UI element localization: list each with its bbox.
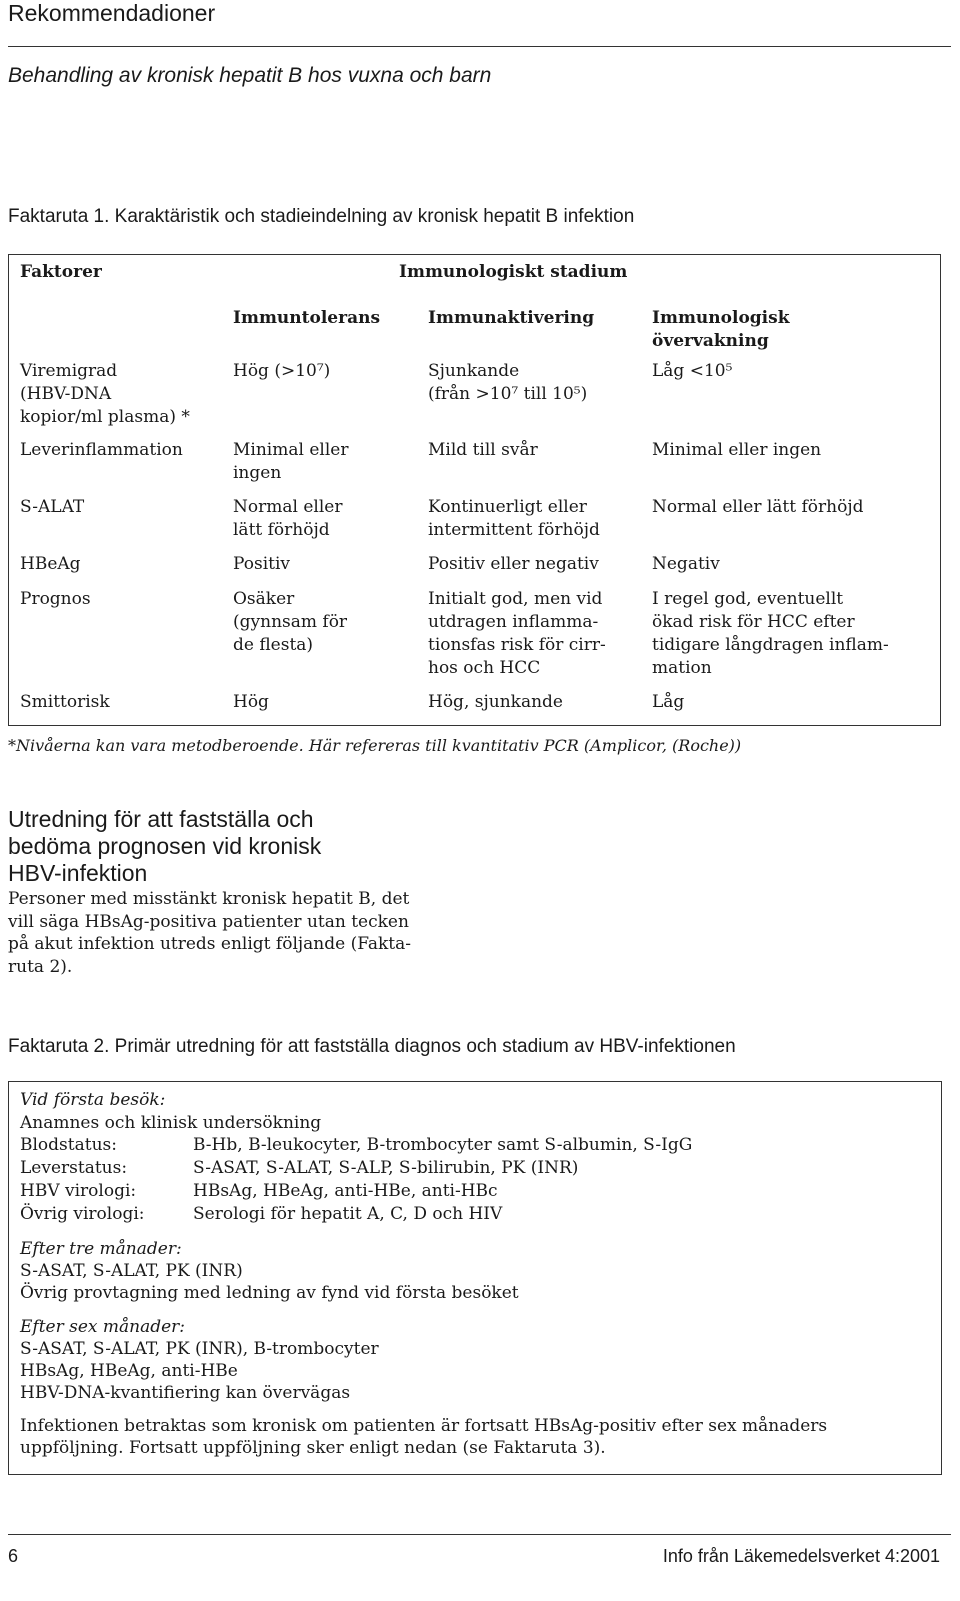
row-viremigrad-immuntolerans: Hög (>10⁷)	[233, 361, 331, 381]
section-heading: Utredning för att fastställa och bedöma prognosen vid kronisk HBV-infektion	[8, 806, 322, 886]
column-immunologisk-overvakning: Immunologisk övervakning	[652, 308, 790, 351]
row-leverinflammation-overvakning: Minimal eller ingen	[652, 440, 822, 460]
column-immunaktivering: Immunaktivering	[428, 308, 595, 328]
table-footnote: *Nivåerna kan vara metodberoende. Här refereras till kvantitativ PCR (Amplicor, (Roche))	[8, 736, 742, 755]
row-prognos-immuntolerans: Osäker (gynnsam för de flesta)	[233, 589, 348, 655]
item-value: Serologi för hepatit A, C, D och HIV	[193, 1204, 503, 1224]
item-label: HBV virologi:	[20, 1181, 137, 1201]
publisher: Info från Läkemedelsverket 4:2001	[662, 1546, 940, 1566]
row-leverinflammation-factor: Leverinflammation	[20, 440, 183, 460]
row-salat-immuntolerans: Normal eller lätt förhöjd	[233, 497, 343, 540]
six-months-text: S-ASAT, S-ALAT, PK (INR), B-trombocyter HBsAg, HBeAg, anti-HBe HBV-DNA-kvantifiering kan övervägas	[20, 1339, 379, 1403]
section-label: Rekommendadioner	[8, 0, 216, 26]
three-months-text: S-ASAT, S-ALAT, PK (INR) Övrig provtagning med ledning av fynd vid första besöket	[20, 1261, 519, 1303]
header-factors: Faktorer	[20, 262, 102, 282]
item-label: Övrig virologi:	[20, 1204, 145, 1224]
header-rule	[8, 46, 951, 47]
faktaruta1-table	[8, 254, 941, 726]
first-visit-intro: Anamnes och klinisk undersökning	[20, 1113, 322, 1133]
column-immuntolerans: Immuntolerans	[233, 308, 381, 328]
row-prognos-factor: Prognos	[20, 589, 91, 609]
row-viremigrad-factor: Viremigrad (HBV-DNA kopior/ml plasma) *	[20, 361, 190, 427]
row-hbeag-immuntolerans: Positiv	[233, 554, 291, 574]
item-value: HBsAg, HBeAg, anti-HBe, anti-HBc	[193, 1181, 498, 1201]
faktaruta2-title: Faktaruta 2. Primär utredning för att fastställa diagnos och stadium av HBV-infektionen	[8, 1036, 736, 1057]
row-smittorisk-immuntolerans: Hög	[233, 692, 269, 712]
page-number: 6	[8, 1546, 19, 1566]
faktaruta1-title: Faktaruta 1. Karaktäristik och stadieindelning av kronisk hepatit B infektion	[8, 206, 635, 227]
row-hbeag-overvakning: Negativ	[652, 554, 720, 574]
header-immunologic-stage: Immunologiskt stadium	[399, 262, 628, 282]
row-hbeag-immunaktivering: Positiv eller negativ	[428, 554, 599, 574]
first-visit-heading: Vid första besök:	[20, 1090, 166, 1110]
section-paragraph: Personer med misstänkt kronisk hepatit B, det vill säga HBsAg-positiva patienter utan tecken på akut infektion utreds enligt följande (Fakta- ruta 2).	[8, 889, 412, 977]
row-smittorisk-factor: Smittorisk	[20, 692, 110, 712]
row-viremigrad-immunaktivering: Sjunkande (från >10⁷ till 10⁵)	[428, 361, 588, 404]
six-months-heading: Efter sex månader:	[20, 1317, 186, 1337]
row-salat-overvakning: Normal eller lätt förhöjd	[652, 497, 864, 517]
row-leverinflammation-immuntolerans: Minimal eller ingen	[233, 440, 349, 483]
row-prognos-overvakning: I regel god, eventuellt ökad risk för HCC efter tidigare långdragen inflam- mation	[652, 589, 889, 678]
row-salat-immunaktivering: Kontinuerligt eller intermittent förhöjd	[428, 497, 600, 540]
row-salat-factor: S-ALAT	[20, 497, 85, 517]
row-hbeag-factor: HBeAg	[20, 554, 81, 574]
row-smittorisk-overvakning: Låg	[652, 692, 685, 712]
document-subtitle: Behandling av kronisk hepatit B hos vuxna och barn	[8, 64, 492, 87]
row-viremigrad-overvakning: Låg <10⁵	[652, 361, 733, 381]
row-prognos-immunaktivering: Initialt god, men vid utdragen inflamma- tionsfas risk för cirr- hos och HCC	[428, 589, 606, 678]
three-months-heading: Efter tre månader:	[20, 1239, 182, 1259]
item-value: S-ASAT, S-ALAT, S-ALP, S-bilirubin, PK (INR)	[193, 1158, 579, 1178]
item-label: Leverstatus:	[20, 1158, 128, 1178]
footer-rule	[8, 1534, 951, 1535]
item-label: Blodstatus:	[20, 1135, 117, 1155]
row-leverinflammation-immunaktivering: Mild till svår	[428, 440, 538, 460]
faktaruta2-box	[8, 1081, 942, 1475]
item-value: B-Hb, B-leukocyter, B-trombocyter samt S-albumin, S-IgG	[193, 1135, 693, 1155]
row-smittorisk-immunaktivering: Hög, sjunkande	[428, 692, 563, 712]
conclusion-text: Infektionen betraktas som kronisk om patienten är fortsatt HBsAg-positiv efter sex månaders uppföljning. Fortsatt uppföljning sker enligt nedan (se Faktaruta 3).	[20, 1416, 828, 1458]
